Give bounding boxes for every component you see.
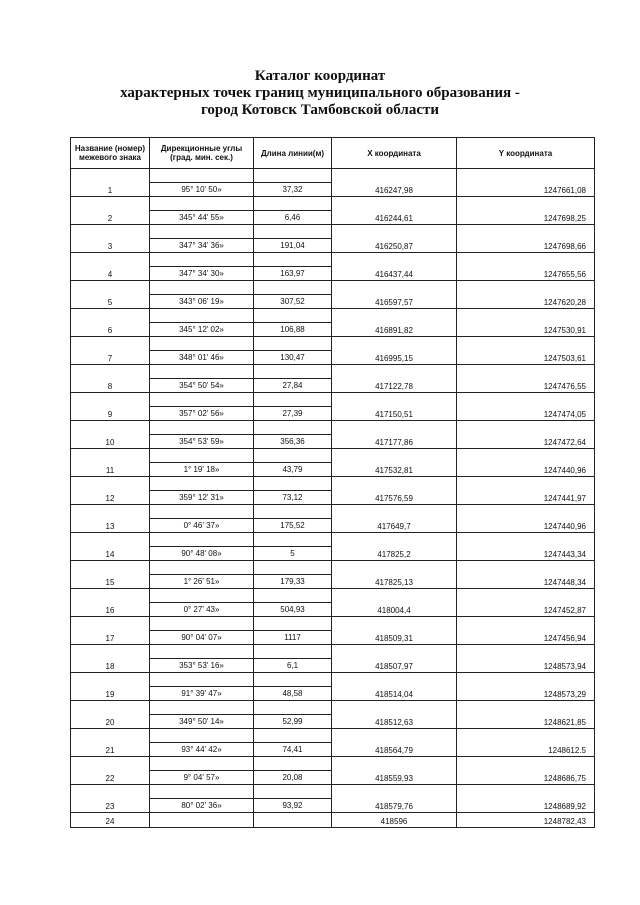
coordinates-table	[70, 137, 595, 828]
segment-angle: 90° 04' 07»	[150, 631, 254, 645]
title-line-2: характерных точек границ муниципального образования -	[120, 85, 520, 101]
segment-length: 6,46	[254, 211, 332, 225]
y-coordinate: 1247472,64	[457, 421, 595, 449]
header-y: Y координата	[457, 138, 595, 169]
segment-length: 175,52	[254, 519, 332, 533]
y-coordinate: 1247443,34	[457, 533, 595, 561]
x-coordinate: 417122,78	[332, 365, 457, 393]
empty-cell	[150, 449, 254, 463]
segment-length: 307,52	[254, 295, 332, 309]
title-line-1: Каталог координат	[254, 68, 386, 84]
x-coordinate: 417150,51	[332, 393, 457, 421]
empty-cell	[254, 225, 332, 239]
segment-angle: 357° 02' 56»	[150, 407, 254, 421]
empty-cell	[150, 701, 254, 715]
empty-cell	[150, 785, 254, 799]
y-coordinate: 1248782,43	[457, 813, 595, 828]
empty-cell	[254, 617, 332, 631]
x-coordinate: 416244,61	[332, 197, 457, 225]
header-name: Название (номер) межевого знака	[71, 138, 150, 169]
segment-length: 179,33	[254, 575, 332, 589]
table-header-row	[71, 138, 595, 169]
table-row	[71, 757, 595, 771]
y-coordinate: 1247440,96	[457, 505, 595, 533]
point-name: 22	[71, 757, 150, 785]
point-name: 12	[71, 477, 150, 505]
y-coordinate: 1248686,75	[457, 757, 595, 785]
point-name: 17	[71, 617, 150, 645]
segment-angle: 354° 50' 54»	[150, 379, 254, 393]
segment-angle: 80° 02' 36»	[150, 799, 254, 813]
segment-angle: 359° 12' 31»	[150, 491, 254, 505]
empty-cell	[150, 729, 254, 743]
point-name: 23	[71, 785, 150, 813]
segment-length: 163,97	[254, 267, 332, 281]
segment-angle: 1° 26' 51»	[150, 575, 254, 589]
y-coordinate: 1248612.5	[457, 729, 595, 757]
header-angle: Дирекционные углы (град. мин. сек.)	[150, 138, 254, 169]
empty-cell	[254, 421, 332, 435]
table-row	[71, 589, 595, 603]
x-coordinate: 417825,13	[332, 561, 457, 589]
point-name: 15	[71, 561, 150, 589]
empty-cell	[150, 757, 254, 771]
y-coordinate: 1247441,97	[457, 477, 595, 505]
empty-cell	[150, 225, 254, 239]
y-coordinate: 1247530,91	[457, 309, 595, 337]
segment-length: 27,39	[254, 407, 332, 421]
segment-length: 106,88	[254, 323, 332, 337]
segment-length: 52,99	[254, 715, 332, 729]
point-name: 9	[71, 393, 150, 421]
empty-cell	[254, 673, 332, 687]
x-coordinate: 417576,59	[332, 477, 457, 505]
table-row	[71, 645, 595, 659]
point-name: 11	[71, 449, 150, 477]
empty-cell	[254, 281, 332, 295]
header-length: Длина линии(м)	[254, 138, 332, 169]
empty-cell	[254, 785, 332, 799]
empty-cell	[254, 589, 332, 603]
y-coordinate: 1247476,55	[457, 365, 595, 393]
segment-length: 356,36	[254, 435, 332, 449]
y-coordinate: 1247456,94	[457, 617, 595, 645]
point-name: 10	[71, 421, 150, 449]
segment-length: 73,12	[254, 491, 332, 505]
empty-cell	[150, 253, 254, 267]
segment-length: 130,47	[254, 351, 332, 365]
y-coordinate: 1248573,94	[457, 645, 595, 673]
segment-length: 6,1	[254, 659, 332, 673]
segment-angle: 90° 48' 08»	[150, 547, 254, 561]
segment-angle: 95° 10' 50»	[150, 183, 254, 197]
segment-length: 74,41	[254, 743, 332, 757]
segment-length: 20,08	[254, 771, 332, 785]
segment-length: 48,58	[254, 687, 332, 701]
table-row	[71, 309, 595, 323]
y-coordinate: 1247620,28	[457, 281, 595, 309]
point-name: 24	[71, 813, 150, 828]
empty-cell	[150, 197, 254, 211]
y-coordinate: 1248573,29	[457, 673, 595, 701]
table-row	[71, 225, 595, 239]
empty-cell	[150, 505, 254, 519]
empty-cell	[150, 533, 254, 547]
table-row	[71, 533, 595, 547]
empty-cell	[254, 729, 332, 743]
y-coordinate: 1247698,66	[457, 225, 595, 253]
y-coordinate: 1247452,87	[457, 589, 595, 617]
x-coordinate: 416597,57	[332, 281, 457, 309]
header-x: X координата	[332, 138, 457, 169]
segment-angle: 9° 04' 57»	[150, 771, 254, 785]
segment-length: 191,04	[254, 239, 332, 253]
x-coordinate: 418579,76	[332, 785, 457, 813]
table-row	[71, 673, 595, 687]
empty-cell	[150, 645, 254, 659]
table-row	[71, 421, 595, 435]
segment-angle: 345° 12' 02»	[150, 323, 254, 337]
segment-angle: 353° 53' 16»	[150, 659, 254, 673]
empty-cell	[254, 169, 332, 183]
segment-length: 504,93	[254, 603, 332, 617]
x-coordinate: 418512,63	[332, 701, 457, 729]
segment-angle: 345° 44' 55»	[150, 211, 254, 225]
point-name: 18	[71, 645, 150, 673]
empty-cell	[254, 253, 332, 267]
x-coordinate: 416247,98	[332, 169, 457, 197]
point-name: 7	[71, 337, 150, 365]
x-coordinate: 417532,81	[332, 449, 457, 477]
point-name: 21	[71, 729, 150, 757]
document-title	[0, 68, 640, 119]
segment-length: 5	[254, 547, 332, 561]
table-row	[71, 729, 595, 743]
point-name: 14	[71, 533, 150, 561]
point-name: 13	[71, 505, 150, 533]
empty-cell	[254, 701, 332, 715]
segment-angle: 347° 34' 36»	[150, 239, 254, 253]
x-coordinate: 416995,15	[332, 337, 457, 365]
table-body	[71, 169, 595, 828]
x-coordinate: 418509,31	[332, 617, 457, 645]
title-line-3: город Котовск Тамбовской области	[200, 102, 439, 118]
table-row	[71, 393, 595, 407]
table-row	[71, 813, 595, 828]
segment-length: 93,92	[254, 799, 332, 813]
empty-cell	[150, 281, 254, 295]
empty-cell	[150, 169, 254, 183]
x-coordinate: 418004,4	[332, 589, 457, 617]
segment-angle: 343° 06' 19»	[150, 295, 254, 309]
x-coordinate: 418596	[332, 813, 457, 828]
empty-cell	[254, 393, 332, 407]
table-row	[71, 617, 595, 631]
x-coordinate: 416250,87	[332, 225, 457, 253]
point-name: 6	[71, 309, 150, 337]
table-row	[71, 785, 595, 799]
table-row	[71, 477, 595, 491]
y-coordinate: 1247661,08	[457, 169, 595, 197]
empty-cell	[150, 393, 254, 407]
empty-cell	[254, 449, 332, 463]
segment-angle: 349° 50' 14»	[150, 715, 254, 729]
x-coordinate: 418564,79	[332, 729, 457, 757]
table-row	[71, 337, 595, 351]
empty-cell	[254, 561, 332, 575]
empty-cell	[254, 533, 332, 547]
segment-length: 1117	[254, 631, 332, 645]
segment-angle: 347° 34' 30»	[150, 267, 254, 281]
empty-cell	[150, 337, 254, 351]
y-coordinate: 1247440,96	[457, 449, 595, 477]
empty-cell	[150, 589, 254, 603]
segment-angle: 354° 53' 59»	[150, 435, 254, 449]
y-coordinate: 1247503,61	[457, 337, 595, 365]
y-coordinate: 1247698,25	[457, 197, 595, 225]
point-name: 2	[71, 197, 150, 225]
segment-angle: 1° 19' 18»	[150, 463, 254, 477]
point-name: 5	[71, 281, 150, 309]
segment-length: 43,79	[254, 463, 332, 477]
point-name: 8	[71, 365, 150, 393]
empty-cell	[150, 309, 254, 323]
y-coordinate: 1247655,56	[457, 253, 595, 281]
empty-cell	[254, 365, 332, 379]
y-coordinate: 1247448,34	[457, 561, 595, 589]
segment-length: 37,32	[254, 183, 332, 197]
x-coordinate: 417825,2	[332, 533, 457, 561]
empty-cell	[254, 337, 332, 351]
segment-angle: 91° 39' 47»	[150, 687, 254, 701]
point-name: 3	[71, 225, 150, 253]
empty-cell	[150, 617, 254, 631]
segment-length: 27,84	[254, 379, 332, 393]
y-coordinate: 1247474,05	[457, 393, 595, 421]
y-coordinate: 1248689,92	[457, 785, 595, 813]
table-row	[71, 253, 595, 267]
point-name: 19	[71, 673, 150, 701]
empty-cell	[254, 505, 332, 519]
empty-cell	[150, 365, 254, 379]
table-row	[71, 197, 595, 211]
empty-cell	[150, 561, 254, 575]
empty-cell	[254, 197, 332, 211]
point-name: 4	[71, 253, 150, 281]
empty-cell	[150, 477, 254, 491]
empty-cell	[150, 813, 254, 828]
empty-cell	[150, 673, 254, 687]
x-coordinate: 418507,97	[332, 645, 457, 673]
x-coordinate: 416437,44	[332, 253, 457, 281]
empty-cell	[254, 757, 332, 771]
x-coordinate: 416891,82	[332, 309, 457, 337]
segment-angle: 0° 46' 37»	[150, 519, 254, 533]
table-row	[71, 505, 595, 519]
segment-angle: 0° 27' 43»	[150, 603, 254, 617]
point-name: 20	[71, 701, 150, 729]
table-row	[71, 281, 595, 295]
table-row	[71, 449, 595, 463]
table-row	[71, 561, 595, 575]
empty-cell	[150, 421, 254, 435]
table-row	[71, 701, 595, 715]
empty-cell	[254, 813, 332, 828]
point-name: 16	[71, 589, 150, 617]
table-row	[71, 365, 595, 379]
table-row	[71, 169, 595, 183]
y-coordinate: 1248621,85	[457, 701, 595, 729]
point-name: 1	[71, 169, 150, 197]
x-coordinate: 417177,86	[332, 421, 457, 449]
x-coordinate: 417649,7	[332, 505, 457, 533]
empty-cell	[254, 477, 332, 491]
empty-cell	[254, 645, 332, 659]
segment-angle: 348° 01' 46»	[150, 351, 254, 365]
x-coordinate: 418559,93	[332, 757, 457, 785]
empty-cell	[254, 309, 332, 323]
x-coordinate: 418514,04	[332, 673, 457, 701]
segment-angle: 93° 44' 42»	[150, 743, 254, 757]
